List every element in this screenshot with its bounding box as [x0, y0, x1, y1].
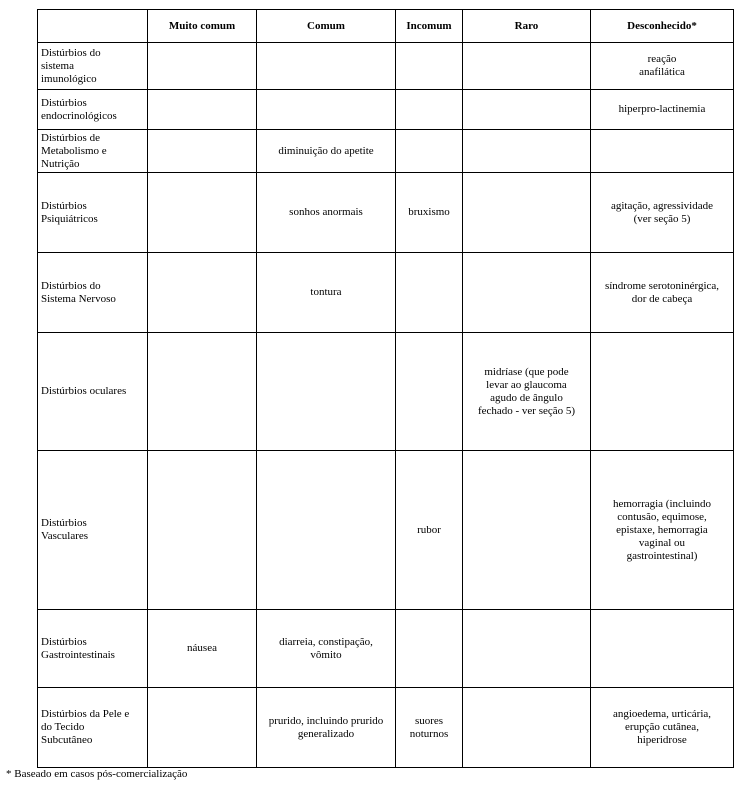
cell-raro: [463, 253, 591, 333]
cell-muito-comum: [148, 333, 257, 451]
cell-incomum: suores noturnos: [396, 688, 463, 768]
cell-desconhecido: hiperpro-lactinemia: [591, 90, 734, 130]
cell-incomum: [396, 253, 463, 333]
cell-desconhecido: agitação, agressividade (ver seção 5): [591, 173, 734, 253]
cell-muito-comum: [148, 173, 257, 253]
cell-raro: [463, 173, 591, 253]
cell-desconhecido: [591, 130, 734, 173]
cell-comum: prurido, incluindo prurido generalizado: [257, 688, 396, 768]
cell-muito-comum: [148, 90, 257, 130]
header-system: [38, 10, 148, 43]
row-system-label: Distúrbios Psiquiátricos: [38, 173, 148, 253]
cell-raro: [463, 688, 591, 768]
cell-muito-comum: [148, 688, 257, 768]
table-row: [38, 43, 734, 90]
cell-incomum: [396, 333, 463, 451]
header-muito-comum: Muito comum: [148, 10, 257, 43]
cell-muito-comum: [148, 130, 257, 173]
table-row: [38, 610, 734, 688]
table-row: [38, 253, 734, 333]
table-row: [38, 90, 734, 130]
cell-muito-comum: [148, 253, 257, 333]
header-incomum: Incomum: [396, 10, 463, 43]
cell-comum: tontura: [257, 253, 396, 333]
cell-comum: [257, 90, 396, 130]
cell-incomum: [396, 43, 463, 90]
row-system-label: Distúrbios do sistema imunológico: [38, 43, 148, 90]
row-system-label: Distúrbios oculares: [38, 333, 148, 451]
row-system-label: Distúrbios da Pele e do Tecido Subcutâneo: [38, 688, 148, 768]
cell-comum: [257, 333, 396, 451]
table-row: [38, 173, 734, 253]
cell-raro: [463, 130, 591, 173]
cell-muito-comum: [148, 451, 257, 610]
header-comum: Comum: [257, 10, 396, 43]
cell-muito-comum: [148, 43, 257, 90]
cell-desconhecido: hemorragia (incluindo contusão, equimose, epistaxe, hemorragia vaginal ou gastrointestinal): [591, 451, 734, 610]
row-system-label: Distúrbios Vasculares: [38, 451, 148, 610]
cell-raro: [463, 451, 591, 610]
cell-desconhecido: [591, 610, 734, 688]
cell-comum: [257, 43, 396, 90]
table-row: [38, 688, 734, 768]
cell-desconhecido: [591, 333, 734, 451]
table-row: [38, 333, 734, 451]
row-system-label: Distúrbios do Sistema Nervoso: [38, 253, 148, 333]
table-row: [38, 451, 734, 610]
cell-comum: [257, 451, 396, 610]
cell-comum: diminuição do apetite: [257, 130, 396, 173]
cell-desconhecido: angioedema, urticária, erupção cutânea, hiperidrose: [591, 688, 734, 768]
cell-incomum: [396, 130, 463, 173]
cell-comum: diarreia, constipação, vômito: [257, 610, 396, 688]
table-header-row: [38, 10, 734, 43]
cell-comum: sonhos anormais: [257, 173, 396, 253]
table-row: [38, 130, 734, 173]
adverse-reactions-table: [37, 9, 734, 768]
cell-desconhecido: reação anafilática: [591, 43, 734, 90]
cell-incomum: [396, 610, 463, 688]
row-system-label: Distúrbios endocrinológicos: [38, 90, 148, 130]
cell-incomum: rubor: [396, 451, 463, 610]
cell-incomum: bruxismo: [396, 173, 463, 253]
cell-muito-comum: náusea: [148, 610, 257, 688]
footnote: * Baseado em casos pós-comercialização: [6, 768, 188, 780]
cell-raro: midríase (que pode levar ao glaucoma agudo de ângulo fechado - ver seção 5): [463, 333, 591, 451]
row-system-label: Distúrbios de Metabolismo e Nutrição: [38, 130, 148, 173]
cell-raro: [463, 610, 591, 688]
header-raro: Raro: [463, 10, 591, 43]
header-desconhecido: Desconhecido*: [591, 10, 734, 43]
cell-raro: [463, 43, 591, 90]
cell-raro: [463, 90, 591, 130]
cell-incomum: [396, 90, 463, 130]
row-system-label: Distúrbios Gastrointestinais: [38, 610, 148, 688]
cell-desconhecido: síndrome serotoninérgica, dor de cabeça: [591, 253, 734, 333]
